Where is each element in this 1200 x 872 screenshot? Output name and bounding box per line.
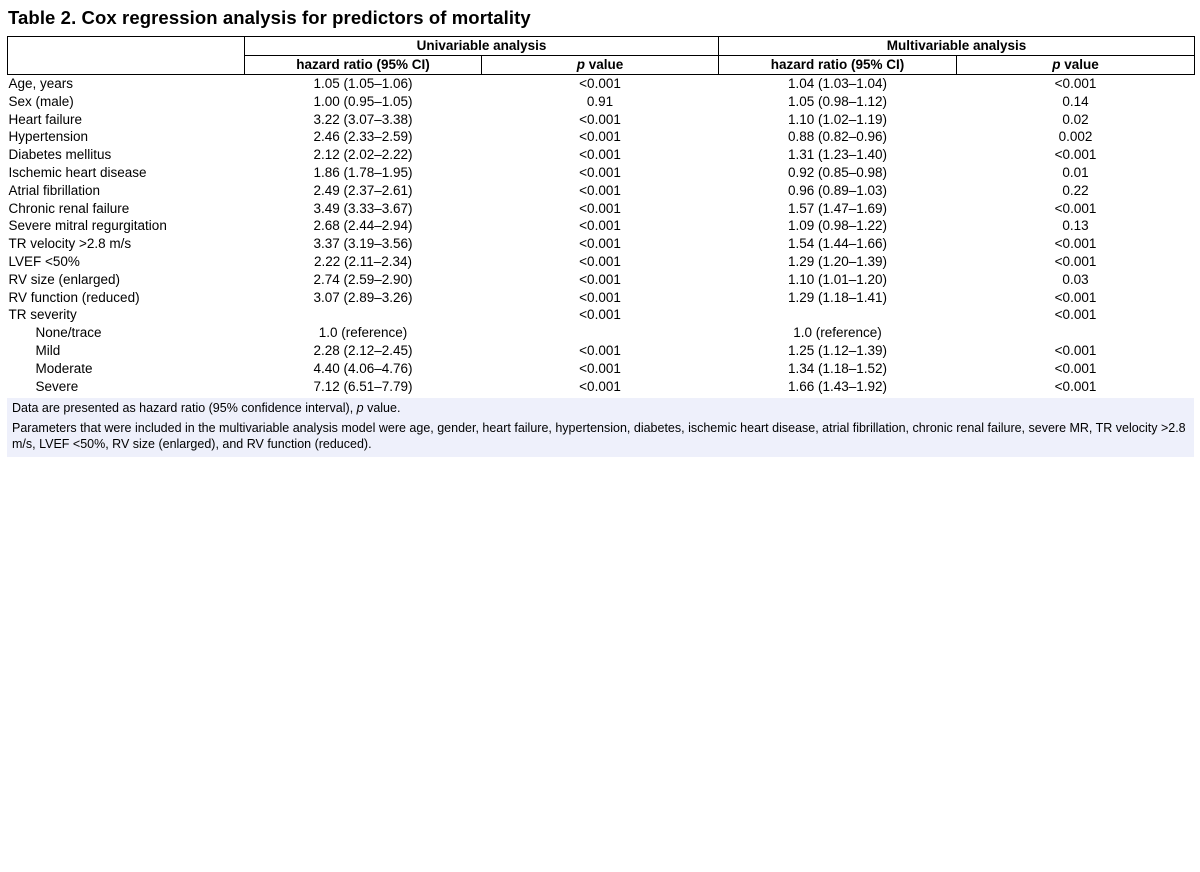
table-row (8, 146, 1195, 164)
multi-p-cell: 0.14 (1062, 93, 1089, 109)
uni-hr-header: hazard ratio (95% CI) (245, 56, 482, 75)
uni-hr-cell: 2.74 (2.59–2.90) (313, 271, 413, 287)
header-row-groups (8, 37, 1195, 56)
multi-p-cell: 0.02 (1062, 111, 1089, 127)
multi-hr-cell: 1.10 (1.02–1.19) (787, 111, 888, 127)
table-row (8, 164, 1195, 182)
multi-hr-cell: 1.10 (1.01–1.20) (787, 271, 888, 287)
table-title: Table 2. Cox regression analysis for predictors of mortality (8, 7, 531, 28)
multi-p-header (957, 56, 1195, 75)
uni-p-cell: <0.001 (579, 182, 621, 198)
multi-hr-header: hazard ratio (95% CI) (719, 56, 957, 75)
row-label: Chronic renal failure (8, 200, 130, 216)
multi-hr-cell: 1.54 (1.44–1.66) (787, 236, 888, 252)
row-label: Mild (35, 342, 61, 358)
multi-hr-cell: 1.34 (1.18–1.52) (787, 360, 888, 376)
uni-p-cell: <0.001 (579, 111, 621, 127)
uni-hr-cell: 3.07 (2.89–3.26) (313, 289, 413, 305)
row-label: Atrial fibrillation (8, 182, 101, 198)
uni-p-cell: <0.001 (579, 271, 621, 287)
note-2: Parameters that were included in the multivariable analysis model were age, gender, heart failure, hypertension, diabetes, ischemic heart disease, atrial fibrillation, chronic renal failure, severe MR, TR velocity >2.8 m/s, LVEF <50%, RV size (enlarged), and RV function (reduced). (12, 420, 1186, 451)
uni-p-header (482, 56, 719, 75)
row-label: Moderate (35, 360, 93, 376)
row-label: Severe (35, 378, 79, 394)
p-rest: value (1060, 57, 1099, 72)
uni-p-cell: <0.001 (579, 236, 621, 252)
row-label: TR severity (8, 307, 77, 323)
multi-hr-cell: 1.09 (0.98–1.22) (787, 218, 888, 234)
multi-p-cell: <0.001 (1054, 307, 1097, 323)
multi-hr-cell: 1.66 (1.43–1.92) (787, 378, 888, 394)
multi-p-cell: 0.01 (1062, 164, 1089, 180)
multi-p-cell: <0.001 (1054, 342, 1097, 358)
multi-p-cell: 0.13 (1062, 218, 1089, 234)
multi-hr-cell: 1.29 (1.20–1.39) (787, 253, 888, 269)
multi-hr-cell (719, 306, 957, 324)
multi-hr-cell: 1.0 (reference) (793, 325, 882, 341)
note-1-text: Data are presented as hazard ratio (95% confidence interval), (12, 401, 357, 415)
multi-hr-cell: 1.57 (1.47–1.69) (787, 200, 888, 216)
row-label: Ischemic heart disease (8, 164, 147, 180)
note-1 (12, 400, 1188, 417)
uni-hr-cell: 2.68 (2.44–2.94) (313, 218, 413, 234)
uni-p-cell: <0.001 (579, 378, 621, 394)
multi-hr-cell: 1.04 (1.03–1.04) (787, 76, 888, 91)
multi-hr-cell: 1.29 (1.18–1.41) (787, 289, 888, 305)
multivariable-header: Multivariable analysis (719, 37, 1195, 56)
univariable-header: Univariable analysis (245, 37, 719, 56)
row-label: RV function (reduced) (8, 289, 140, 305)
table-row (8, 271, 1195, 289)
uni-p-cell: <0.001 (579, 307, 621, 323)
table-row (8, 93, 1195, 111)
row-label: LVEF <50% (8, 253, 80, 269)
uni-p-cell: 0.91 (586, 93, 614, 109)
multi-hr-cell: 0.96 (0.89–1.03) (787, 182, 888, 198)
table-row (8, 235, 1195, 253)
table-row (8, 306, 1195, 324)
multi-p-cell: <0.001 (1054, 200, 1097, 216)
table-body (8, 75, 1195, 396)
uni-hr-cell: 2.12 (2.02–2.22) (313, 147, 413, 163)
row-label: Heart failure (8, 111, 83, 127)
multi-p-cell (957, 324, 1195, 342)
multi-hr-cell: 1.05 (0.98–1.12) (787, 93, 888, 109)
uni-p-cell: <0.001 (579, 76, 621, 91)
uni-hr-cell: 2.46 (2.33–2.59) (313, 129, 413, 145)
row-label: Hypertension (8, 129, 89, 145)
uni-hr-cell (245, 306, 482, 324)
uni-hr-cell: 3.22 (3.07–3.38) (313, 111, 413, 127)
uni-p-cell: <0.001 (579, 147, 621, 163)
multi-p-cell: 0.002 (1058, 129, 1093, 145)
row-label: TR velocity >2.8 m/s (8, 236, 132, 252)
uni-p-cell: <0.001 (579, 360, 621, 376)
multi-hr-cell: 1.31 (1.23–1.40) (787, 147, 888, 163)
uni-p-cell: <0.001 (579, 218, 621, 234)
row-label: RV size (enlarged) (8, 271, 121, 287)
table-row (8, 342, 1195, 360)
row-label: Age, years (8, 76, 74, 91)
p-italic: p (1052, 57, 1061, 72)
multi-p-cell: <0.001 (1054, 253, 1097, 269)
uni-hr-cell: 1.00 (0.95–1.05) (313, 93, 413, 109)
multi-p-cell: <0.001 (1054, 236, 1097, 252)
table-row (8, 182, 1195, 200)
table-row (8, 200, 1195, 218)
uni-hr-cell: 2.28 (2.12–2.45) (313, 342, 413, 358)
uni-p-cell (482, 324, 719, 342)
uni-p-cell: <0.001 (579, 164, 621, 180)
multi-p-cell: <0.001 (1054, 289, 1097, 305)
row-label: Sex (male) (8, 93, 74, 109)
uni-hr-cell: 1.86 (1.78–1.95) (313, 164, 413, 180)
row-label: Diabetes mellitus (8, 147, 112, 163)
uni-p-cell: <0.001 (579, 200, 621, 216)
cox-regression-table (7, 36, 1195, 395)
uni-hr-cell: 3.49 (3.33–3.67) (313, 200, 413, 216)
table-row (8, 324, 1195, 342)
table-row (8, 378, 1195, 396)
uni-hr-cell: 1.0 (reference) (318, 325, 408, 341)
multi-hr-cell: 0.88 (0.82–0.96) (787, 129, 888, 145)
table-row (8, 217, 1195, 235)
multi-p-cell: 0.22 (1062, 182, 1089, 198)
uni-hr-cell: 2.22 (2.11–2.34) (313, 253, 413, 269)
p-rest: value (584, 57, 624, 72)
table-row (8, 289, 1195, 307)
multi-hr-cell: 0.92 (0.85–0.98) (787, 164, 888, 180)
uni-p-cell: <0.001 (579, 253, 621, 269)
multi-hr-cell: 1.25 (1.12–1.39) (787, 342, 888, 358)
note-1-tail: value. (363, 401, 401, 415)
multi-p-cell: <0.001 (1054, 378, 1097, 394)
multi-p-cell: <0.001 (1054, 147, 1097, 163)
multi-p-cell: 0.03 (1062, 271, 1089, 287)
table-notes (7, 398, 1194, 457)
table-row (8, 75, 1195, 93)
table-row (8, 253, 1195, 271)
table-row (8, 360, 1195, 378)
table-row (8, 128, 1195, 146)
note-1-italic: p (356, 401, 364, 415)
uni-hr-cell: 7.12 (6.51–7.79) (313, 378, 413, 394)
uni-hr-cell: 1.05 (1.05–1.06) (313, 76, 413, 91)
table-row (8, 111, 1195, 129)
uni-hr-cell: 4.40 (4.06–4.76) (313, 360, 413, 376)
uni-hr-cell: 3.37 (3.19–3.56) (313, 236, 413, 252)
multi-p-cell: <0.001 (1054, 76, 1097, 91)
p-italic: p (576, 57, 585, 72)
multi-p-cell: <0.001 (1054, 360, 1097, 376)
row-label: Severe mitral regurgitation (8, 218, 167, 234)
uni-hr-cell: 2.49 (2.37–2.61) (313, 182, 413, 198)
uni-p-cell: <0.001 (579, 289, 621, 305)
row-label: None/trace (35, 325, 102, 341)
uni-p-cell: <0.001 (579, 342, 621, 358)
uni-p-cell: <0.001 (579, 129, 621, 145)
header-blank-cell (8, 37, 245, 75)
